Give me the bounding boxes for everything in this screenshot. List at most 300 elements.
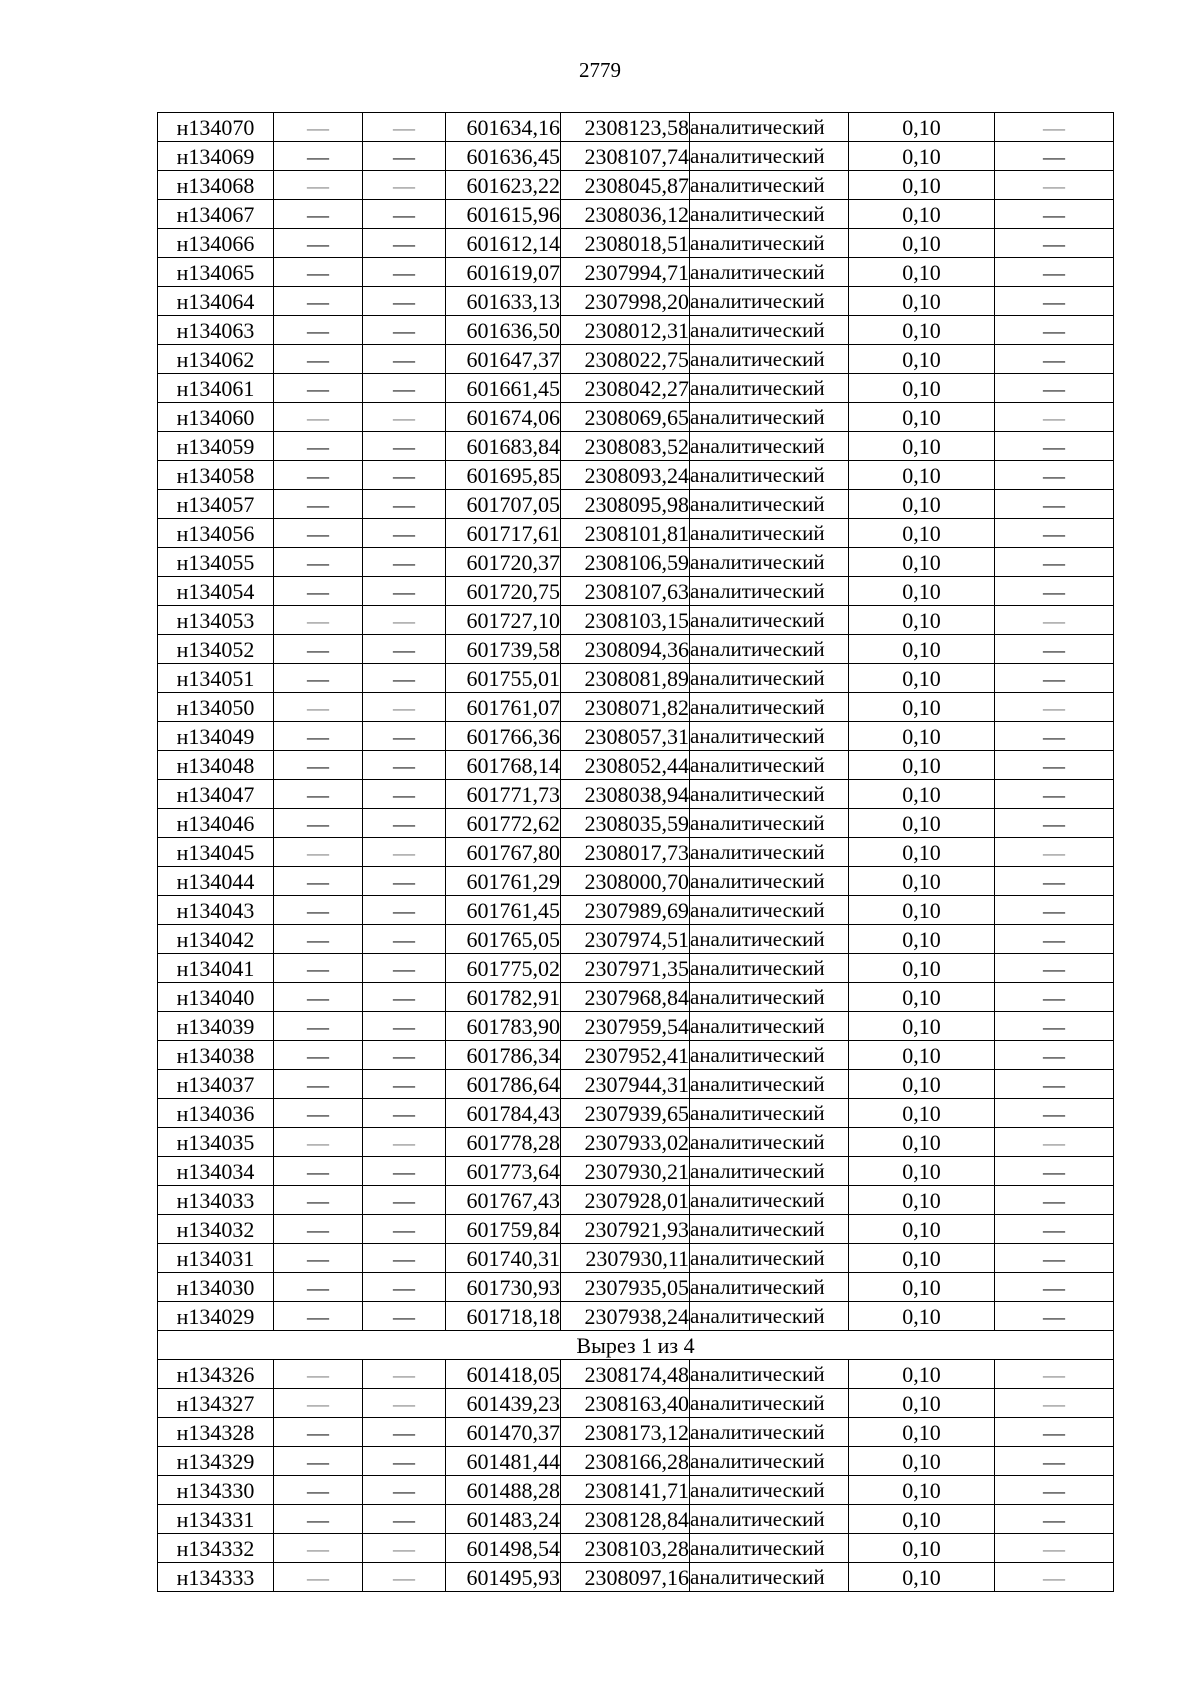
empty-y-old-cell: —	[363, 1215, 446, 1244]
table-row	[158, 1186, 1114, 1215]
table-row	[158, 432, 1114, 461]
point-name-cell: н134038	[158, 1041, 274, 1070]
empty-description-cell: —	[995, 1534, 1114, 1563]
y-coordinate-cell: 2307968,84	[561, 983, 690, 1012]
empty-description-cell: —	[995, 925, 1114, 954]
method-cell: аналитический	[690, 548, 849, 577]
empty-description-cell: —	[995, 1070, 1114, 1099]
empty-x-old-cell: —	[274, 838, 363, 867]
method-cell: аналитический	[690, 635, 849, 664]
x-coordinate-cell: 601767,43	[446, 1186, 561, 1215]
empty-description-cell: —	[995, 1418, 1114, 1447]
empty-description-cell: —	[995, 1273, 1114, 1302]
y-coordinate-cell: 2307959,54	[561, 1012, 690, 1041]
empty-y-old-cell: —	[363, 345, 446, 374]
method-cell: аналитический	[690, 287, 849, 316]
y-coordinate-cell: 2307939,65	[561, 1099, 690, 1128]
y-coordinate-cell: 2308036,12	[561, 200, 690, 229]
section-title: Вырез 1 из 4	[158, 1331, 1114, 1360]
method-cell: аналитический	[690, 577, 849, 606]
empty-x-old-cell: —	[274, 229, 363, 258]
table-row	[158, 925, 1114, 954]
empty-x-old-cell: —	[274, 316, 363, 345]
empty-x-old-cell: —	[274, 432, 363, 461]
point-name-cell: н134033	[158, 1186, 274, 1215]
empty-x-old-cell: —	[274, 1360, 363, 1389]
empty-y-old-cell: —	[363, 113, 446, 142]
empty-y-old-cell: —	[363, 432, 446, 461]
method-cell: аналитический	[690, 519, 849, 548]
table-row	[158, 316, 1114, 345]
empty-y-old-cell: —	[363, 1041, 446, 1070]
y-coordinate-cell: 2308106,59	[561, 548, 690, 577]
empty-x-old-cell: —	[274, 983, 363, 1012]
coordinates-table	[157, 112, 1114, 1592]
method-cell: аналитический	[690, 258, 849, 287]
accuracy-cell: 0,10	[849, 1070, 995, 1099]
empty-x-old-cell: —	[274, 954, 363, 983]
table-row	[158, 635, 1114, 664]
accuracy-cell: 0,10	[849, 664, 995, 693]
table-row	[158, 374, 1114, 403]
y-coordinate-cell: 2308174,48	[561, 1360, 690, 1389]
table-row	[158, 113, 1114, 142]
page-number: 2779	[579, 58, 621, 82]
table-row	[158, 490, 1114, 519]
empty-y-old-cell: —	[363, 519, 446, 548]
empty-x-old-cell: —	[274, 1157, 363, 1186]
y-coordinate-cell: 2308103,15	[561, 606, 690, 635]
accuracy-cell: 0,10	[849, 200, 995, 229]
empty-description-cell: —	[995, 722, 1114, 751]
y-coordinate-cell: 2308057,31	[561, 722, 690, 751]
x-coordinate-cell: 601730,93	[446, 1273, 561, 1302]
table-row	[158, 809, 1114, 838]
x-coordinate-cell: 601768,14	[446, 751, 561, 780]
method-cell: аналитический	[690, 1563, 849, 1592]
empty-x-old-cell: —	[274, 1476, 363, 1505]
table-row	[158, 896, 1114, 925]
method-cell: аналитический	[690, 1186, 849, 1215]
empty-y-old-cell: —	[363, 1186, 446, 1215]
accuracy-cell: 0,10	[849, 780, 995, 809]
point-name-cell: н134037	[158, 1070, 274, 1099]
y-coordinate-cell: 2308017,73	[561, 838, 690, 867]
table-row	[158, 1360, 1114, 1389]
method-cell: аналитический	[690, 1041, 849, 1070]
accuracy-cell: 0,10	[849, 577, 995, 606]
accuracy-cell: 0,10	[849, 548, 995, 577]
accuracy-cell: 0,10	[849, 1476, 995, 1505]
empty-y-old-cell: —	[363, 316, 446, 345]
method-cell: аналитический	[690, 896, 849, 925]
x-coordinate-cell: 601483,24	[446, 1505, 561, 1534]
x-coordinate-cell: 601755,01	[446, 664, 561, 693]
table-row	[158, 1534, 1114, 1563]
point-name-cell: н134333	[158, 1563, 274, 1592]
y-coordinate-cell: 2308141,71	[561, 1476, 690, 1505]
empty-y-old-cell: —	[363, 1360, 446, 1389]
y-coordinate-cell: 2308083,52	[561, 432, 690, 461]
table-row	[158, 461, 1114, 490]
empty-y-old-cell: —	[363, 1302, 446, 1331]
point-name-cell: н134057	[158, 490, 274, 519]
x-coordinate-cell: 601740,31	[446, 1244, 561, 1273]
table-row	[158, 403, 1114, 432]
point-name-cell: н134030	[158, 1273, 274, 1302]
empty-y-old-cell: —	[363, 490, 446, 519]
y-coordinate-cell: 2308018,51	[561, 229, 690, 258]
empty-description-cell: —	[995, 867, 1114, 896]
table-row	[158, 1273, 1114, 1302]
point-name-cell: н134053	[158, 606, 274, 635]
empty-x-old-cell: —	[274, 1389, 363, 1418]
empty-description-cell: —	[995, 1215, 1114, 1244]
x-coordinate-cell: 601718,18	[446, 1302, 561, 1331]
accuracy-cell: 0,10	[849, 374, 995, 403]
empty-description-cell: —	[995, 1012, 1114, 1041]
empty-x-old-cell: —	[274, 809, 363, 838]
y-coordinate-cell: 2307930,11	[561, 1244, 690, 1273]
point-name-cell: н134044	[158, 867, 274, 896]
accuracy-cell: 0,10	[849, 693, 995, 722]
point-name-cell: н134048	[158, 751, 274, 780]
point-name-cell: н134032	[158, 1215, 274, 1244]
accuracy-cell: 0,10	[849, 316, 995, 345]
empty-x-old-cell: —	[274, 1012, 363, 1041]
method-cell: аналитический	[690, 374, 849, 403]
empty-description-cell: —	[995, 1157, 1114, 1186]
x-coordinate-cell: 601766,36	[446, 722, 561, 751]
table-row	[158, 751, 1114, 780]
y-coordinate-cell: 2308107,74	[561, 142, 690, 171]
empty-y-old-cell: —	[363, 548, 446, 577]
method-cell: аналитический	[690, 751, 849, 780]
empty-y-old-cell: —	[363, 142, 446, 171]
empty-x-old-cell: —	[274, 635, 363, 664]
empty-x-old-cell: —	[274, 867, 363, 896]
empty-description-cell: —	[995, 113, 1114, 142]
y-coordinate-cell: 2308069,65	[561, 403, 690, 432]
method-cell: аналитический	[690, 403, 849, 432]
empty-y-old-cell: —	[363, 1476, 446, 1505]
empty-y-old-cell: —	[363, 1012, 446, 1041]
x-coordinate-cell: 601778,28	[446, 1128, 561, 1157]
accuracy-cell: 0,10	[849, 1273, 995, 1302]
x-coordinate-cell: 601784,43	[446, 1099, 561, 1128]
accuracy-cell: 0,10	[849, 1012, 995, 1041]
empty-x-old-cell: —	[274, 200, 363, 229]
table-row	[158, 548, 1114, 577]
table-row	[158, 983, 1114, 1012]
x-coordinate-cell: 601759,84	[446, 1215, 561, 1244]
empty-y-old-cell: —	[363, 1563, 446, 1592]
empty-description-cell: —	[995, 345, 1114, 374]
table-row	[158, 1099, 1114, 1128]
method-cell: аналитический	[690, 867, 849, 896]
empty-description-cell: —	[995, 171, 1114, 200]
empty-y-old-cell: —	[363, 664, 446, 693]
point-name-cell: н134034	[158, 1157, 274, 1186]
empty-y-old-cell: —	[363, 461, 446, 490]
empty-description-cell: —	[995, 1186, 1114, 1215]
x-coordinate-cell: 601439,23	[446, 1389, 561, 1418]
table-row	[158, 1389, 1114, 1418]
point-name-cell: н134055	[158, 548, 274, 577]
point-name-cell: н134067	[158, 200, 274, 229]
point-name-cell: н134051	[158, 664, 274, 693]
y-coordinate-cell: 2307944,31	[561, 1070, 690, 1099]
empty-y-old-cell: —	[363, 606, 446, 635]
x-coordinate-cell: 601636,50	[446, 316, 561, 345]
empty-x-old-cell: —	[274, 374, 363, 403]
accuracy-cell: 0,10	[849, 142, 995, 171]
point-name-cell: н134061	[158, 374, 274, 403]
method-cell: аналитический	[690, 1157, 849, 1186]
empty-x-old-cell: —	[274, 258, 363, 287]
table-row	[158, 693, 1114, 722]
empty-description-cell: —	[995, 1244, 1114, 1273]
method-cell: аналитический	[690, 1302, 849, 1331]
empty-y-old-cell: —	[363, 983, 446, 1012]
y-coordinate-cell: 2308012,31	[561, 316, 690, 345]
accuracy-cell: 0,10	[849, 1389, 995, 1418]
accuracy-cell: 0,10	[849, 1447, 995, 1476]
point-name-cell: н134046	[158, 809, 274, 838]
table-row	[158, 867, 1114, 896]
empty-description-cell: —	[995, 1302, 1114, 1331]
empty-x-old-cell: —	[274, 664, 363, 693]
y-coordinate-cell: 2308045,87	[561, 171, 690, 200]
x-coordinate-cell: 601661,45	[446, 374, 561, 403]
table-row	[158, 1563, 1114, 1592]
empty-y-old-cell: —	[363, 1418, 446, 1447]
empty-x-old-cell: —	[274, 490, 363, 519]
empty-description-cell: —	[995, 577, 1114, 606]
accuracy-cell: 0,10	[849, 954, 995, 983]
method-cell: аналитический	[690, 1012, 849, 1041]
empty-description-cell: —	[995, 1447, 1114, 1476]
point-name-cell: н134059	[158, 432, 274, 461]
point-name-cell: н134060	[158, 403, 274, 432]
accuracy-cell: 0,10	[849, 403, 995, 432]
accuracy-cell: 0,10	[849, 867, 995, 896]
empty-description-cell: —	[995, 519, 1114, 548]
accuracy-cell: 0,10	[849, 345, 995, 374]
method-cell: аналитический	[690, 171, 849, 200]
empty-description-cell: —	[995, 432, 1114, 461]
x-coordinate-cell: 601615,96	[446, 200, 561, 229]
empty-y-old-cell: —	[363, 229, 446, 258]
empty-description-cell: —	[995, 809, 1114, 838]
empty-description-cell: —	[995, 1476, 1114, 1505]
x-coordinate-cell: 601775,02	[446, 954, 561, 983]
y-coordinate-cell: 2307938,24	[561, 1302, 690, 1331]
x-coordinate-cell: 601767,80	[446, 838, 561, 867]
y-coordinate-cell: 2307952,41	[561, 1041, 690, 1070]
y-coordinate-cell: 2308022,75	[561, 345, 690, 374]
method-cell: аналитический	[690, 693, 849, 722]
accuracy-cell: 0,10	[849, 1418, 995, 1447]
y-coordinate-cell: 2307974,51	[561, 925, 690, 954]
table-row	[158, 200, 1114, 229]
point-name-cell: н134332	[158, 1534, 274, 1563]
empty-description-cell: —	[995, 1360, 1114, 1389]
method-cell: аналитический	[690, 780, 849, 809]
y-coordinate-cell: 2307933,02	[561, 1128, 690, 1157]
method-cell: аналитический	[690, 1099, 849, 1128]
y-coordinate-cell: 2308128,84	[561, 1505, 690, 1534]
table-row	[158, 258, 1114, 287]
method-cell: аналитический	[690, 461, 849, 490]
y-coordinate-cell: 2308000,70	[561, 867, 690, 896]
y-coordinate-cell: 2308094,36	[561, 635, 690, 664]
table-row	[158, 1476, 1114, 1505]
empty-x-old-cell: —	[274, 548, 363, 577]
point-name-cell: н134039	[158, 1012, 274, 1041]
method-cell: аналитический	[690, 1273, 849, 1302]
x-coordinate-cell: 601786,34	[446, 1041, 561, 1070]
method-cell: аналитический	[690, 983, 849, 1012]
empty-description-cell: —	[995, 548, 1114, 577]
x-coordinate-cell: 601739,58	[446, 635, 561, 664]
empty-description-cell: —	[995, 838, 1114, 867]
point-name-cell: н134041	[158, 954, 274, 983]
empty-y-old-cell: —	[363, 1128, 446, 1157]
empty-y-old-cell: —	[363, 722, 446, 751]
table-row	[158, 1505, 1114, 1534]
accuracy-cell: 0,10	[849, 635, 995, 664]
empty-description-cell: —	[995, 461, 1114, 490]
y-coordinate-cell: 2308093,24	[561, 461, 690, 490]
empty-y-old-cell: —	[363, 1447, 446, 1476]
empty-y-old-cell: —	[363, 287, 446, 316]
accuracy-cell: 0,10	[849, 490, 995, 519]
x-coordinate-cell: 601636,45	[446, 142, 561, 171]
method-cell: аналитический	[690, 1447, 849, 1476]
point-name-cell: н134065	[158, 258, 274, 287]
empty-x-old-cell: —	[274, 287, 363, 316]
empty-y-old-cell: —	[363, 258, 446, 287]
empty-y-old-cell: —	[363, 1070, 446, 1099]
point-name-cell: н134045	[158, 838, 274, 867]
table-row	[158, 1418, 1114, 1447]
method-cell: аналитический	[690, 1418, 849, 1447]
x-coordinate-cell: 601633,13	[446, 287, 561, 316]
table-row	[158, 1447, 1114, 1476]
empty-x-old-cell: —	[274, 519, 363, 548]
empty-x-old-cell: —	[274, 1041, 363, 1070]
method-cell: аналитический	[690, 229, 849, 258]
point-name-cell: н134029	[158, 1302, 274, 1331]
method-cell: аналитический	[690, 838, 849, 867]
x-coordinate-cell: 601683,84	[446, 432, 561, 461]
accuracy-cell: 0,10	[849, 1157, 995, 1186]
empty-description-cell: —	[995, 896, 1114, 925]
accuracy-cell: 0,10	[849, 519, 995, 548]
accuracy-cell: 0,10	[849, 1534, 995, 1563]
empty-x-old-cell: —	[274, 171, 363, 200]
accuracy-cell: 0,10	[849, 1302, 995, 1331]
empty-y-old-cell: —	[363, 577, 446, 606]
method-cell: аналитический	[690, 345, 849, 374]
accuracy-cell: 0,10	[849, 606, 995, 635]
y-coordinate-cell: 2308042,27	[561, 374, 690, 403]
section-row	[158, 1331, 1114, 1360]
point-name-cell: н134047	[158, 780, 274, 809]
accuracy-cell: 0,10	[849, 1505, 995, 1534]
empty-y-old-cell: —	[363, 1244, 446, 1273]
y-coordinate-cell: 2308103,28	[561, 1534, 690, 1563]
empty-description-cell: —	[995, 229, 1114, 258]
accuracy-cell: 0,10	[849, 432, 995, 461]
empty-description-cell: —	[995, 1099, 1114, 1128]
y-coordinate-cell: 2308107,63	[561, 577, 690, 606]
table-row	[158, 838, 1114, 867]
x-coordinate-cell: 601488,28	[446, 1476, 561, 1505]
empty-y-old-cell: —	[363, 896, 446, 925]
y-coordinate-cell: 2308123,58	[561, 113, 690, 142]
empty-y-old-cell: —	[363, 780, 446, 809]
point-name-cell: н134049	[158, 722, 274, 751]
empty-description-cell: —	[995, 490, 1114, 519]
empty-y-old-cell: —	[363, 1389, 446, 1418]
point-name-cell: н134327	[158, 1389, 274, 1418]
empty-description-cell: —	[995, 954, 1114, 983]
point-name-cell: н134050	[158, 693, 274, 722]
x-coordinate-cell: 601470,37	[446, 1418, 561, 1447]
y-coordinate-cell: 2308173,12	[561, 1418, 690, 1447]
y-coordinate-cell: 2307930,21	[561, 1157, 690, 1186]
empty-description-cell: —	[995, 606, 1114, 635]
table-row	[158, 1244, 1114, 1273]
method-cell: аналитический	[690, 1389, 849, 1418]
empty-y-old-cell: —	[363, 925, 446, 954]
empty-x-old-cell: —	[274, 577, 363, 606]
empty-y-old-cell: —	[363, 1273, 446, 1302]
accuracy-cell: 0,10	[849, 925, 995, 954]
y-coordinate-cell: 2308081,89	[561, 664, 690, 693]
y-coordinate-cell: 2308163,40	[561, 1389, 690, 1418]
empty-x-old-cell: —	[274, 113, 363, 142]
accuracy-cell: 0,10	[849, 1099, 995, 1128]
point-name-cell: н134069	[158, 142, 274, 171]
x-coordinate-cell: 601720,37	[446, 548, 561, 577]
y-coordinate-cell: 2307921,93	[561, 1215, 690, 1244]
empty-description-cell: —	[995, 1128, 1114, 1157]
empty-y-old-cell: —	[363, 1505, 446, 1534]
x-coordinate-cell: 601761,07	[446, 693, 561, 722]
empty-x-old-cell: —	[274, 1128, 363, 1157]
point-name-cell: н134058	[158, 461, 274, 490]
method-cell: аналитический	[690, 606, 849, 635]
point-name-cell: н134031	[158, 1244, 274, 1273]
y-coordinate-cell: 2308095,98	[561, 490, 690, 519]
empty-x-old-cell: —	[274, 1099, 363, 1128]
x-coordinate-cell: 601695,85	[446, 461, 561, 490]
y-coordinate-cell: 2307998,20	[561, 287, 690, 316]
accuracy-cell: 0,10	[849, 1244, 995, 1273]
empty-description-cell: —	[995, 780, 1114, 809]
x-coordinate-cell: 601481,44	[446, 1447, 561, 1476]
method-cell: аналитический	[690, 925, 849, 954]
empty-description-cell: —	[995, 693, 1114, 722]
point-name-cell: н134326	[158, 1360, 274, 1389]
empty-x-old-cell: —	[274, 606, 363, 635]
point-name-cell: н134062	[158, 345, 274, 374]
table-row	[158, 954, 1114, 983]
accuracy-cell: 0,10	[849, 1186, 995, 1215]
